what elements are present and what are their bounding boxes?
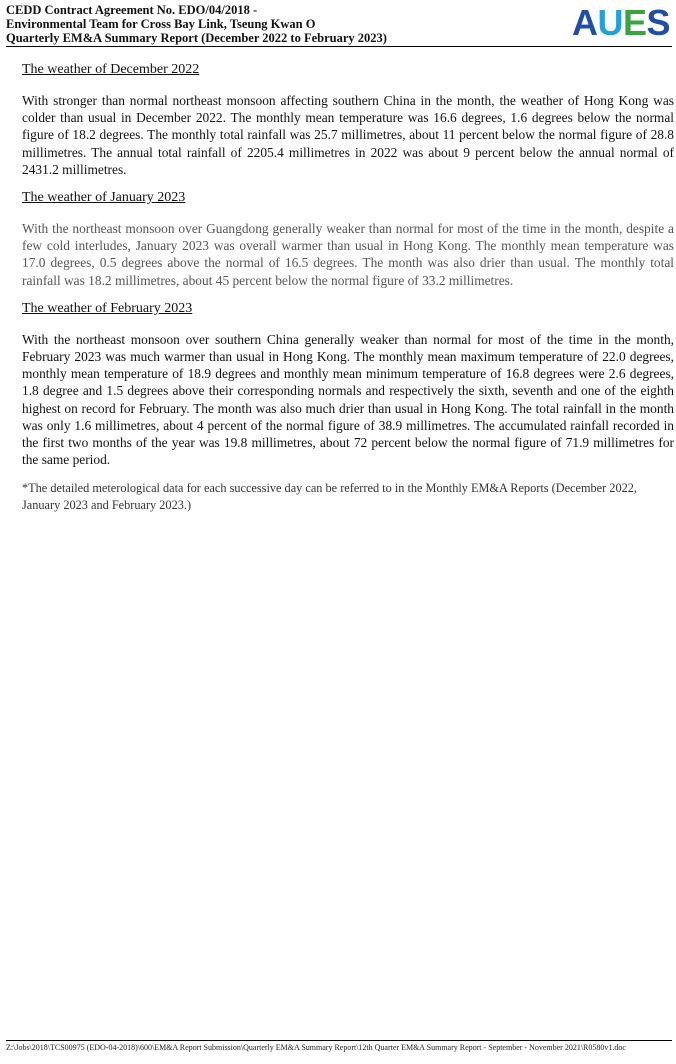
file-path-footer: Z:\Jobs\2018\TCS00975 (EDO-04-2018)\600\EM&A Report Submission\Quarterly EM&A Summary Report\12th Quarter EM&A Summary Report - September - November 2021\R0580v1.doc [6,1043,626,1052]
section-paragraph: With stronger than normal northeast monsoon affecting southern China in the month, the weather of Hong Kong was colder than usual in December 2022. The monthly mean temperature was 16.6 degrees, 1.6 degrees below the normal figure of 18.2 degrees. The monthly total rainfall was 25.7 millimetres, about 11 percent below the normal figure of 28.8 millimetres. The annual total rainfall of 2205.4 millimetres in 2022 was about 9 percent below the annual normal of 2431.2 millimetres. [22,93,674,177]
contract-number: CEDD Contract Agreement No. EDO/04/2018 - [6,3,258,17]
header-divider [6,46,672,47]
project-title: Environmental Team for Cross Bay Link, Tseung Kwan O [6,17,316,31]
footnote: *The detailed meterological data for each successive day can be referred to in the Monthly EM&A Reports (December 2022, January 2023 and February 2023.) [22,481,637,512]
section-january-2023 [22,190,674,289]
aues-logo: AUES [571,2,670,43]
document-body [22,62,674,513]
section-february-2023 [22,301,674,469]
section-paragraph: With the northeast monsoon over southern China generally weaker than normal for most of the time in the month, February 2023 was much warmer than usual in Hong Kong. The monthly mean maximum temperature of 22.0 degrees, monthly mean temperature of 18.9 degrees and monthly mean minimum temperature of 16.8 degrees were 2.6 degrees, 1.8 degree and 1.5 degrees above their corresponding normals and respectively the sixth, seventh and one of the eighth highest on record for February. The month was also much drier than usual in Hong Kong. The total rainfall in the month was only 1.6 millimetres, about 4 percent of the normal figure of 38.9 millimetres. The accumulated rainfall recorded in the first two months of the year was 19.8 millimetres, about 72 percent below the normal figure of 71.9 millimetres for the same period. [22,331,674,468]
footer-divider [6,1040,672,1041]
section-december-2022 [22,62,674,178]
page-header [6,3,672,47]
section-paragraph: With the northeast monsoon over Guangdong generally weaker than normal for most of the time in the month, despite a few cold interludes, January 2023 was overall warmer than usual in Hong Kong. The monthly mean temperature was 17.0 degrees, 0.5 degrees above the normal of 16.5 degrees. The month was also drier than usual. The monthly total rainfall was 18.2 millimetres, about 45 percent below the normal figure of 33.2 millimetres. [22,221,674,288]
section-heading: The weather of January 2023 [22,190,186,206]
section-heading: The weather of December 2022 [22,62,200,77]
section-heading: The weather of February 2023 [22,300,193,316]
report-title: Quarterly EM&A Summary Report (December 2022 to February 2023) [6,31,387,45]
